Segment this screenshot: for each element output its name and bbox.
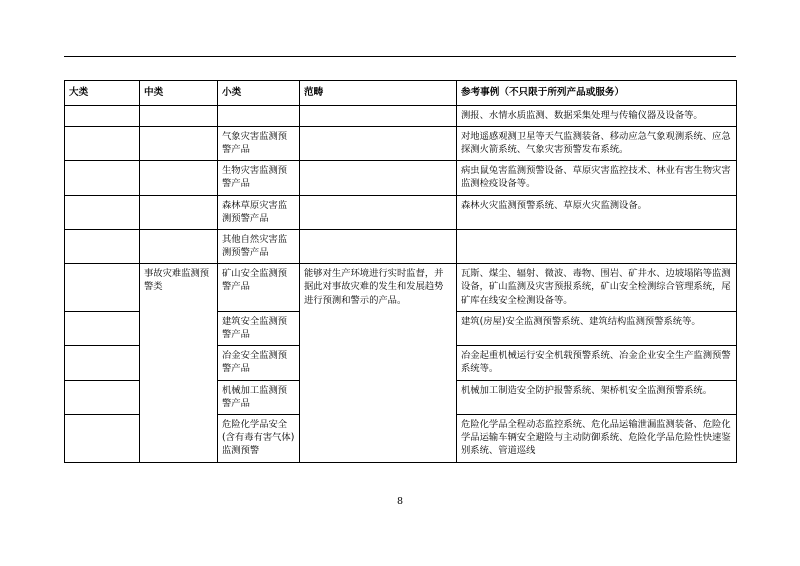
cell-middle-category: [140, 161, 218, 195]
cell-scope: [300, 161, 457, 195]
cell-scope: [300, 105, 457, 126]
table-row: [65, 161, 737, 195]
cell-examples: 冶金起重机械运行安全机载预警系统、冶金企业安全生产监测预警系统等。: [457, 346, 737, 380]
cell-major-category: [65, 161, 140, 195]
cell-major-category: [65, 380, 140, 414]
cell-middle-category: [140, 126, 218, 160]
cell-examples: 机械加工制造安全防护报警系统、架桥机安全监测预警系统。: [457, 380, 737, 414]
cell-examples: 瓦斯、煤尘、辐射、微波、毒物、围岩、矿井水、边坡塌陷等监测设备，矿山监测及灾害预报系统，矿山安全检测综合管理系统，尾矿库在线安全检测设备等。: [457, 264, 737, 312]
column-header-scope: 范畴: [300, 81, 457, 106]
table-header-row: [65, 81, 737, 106]
cell-major-category: [65, 229, 140, 263]
cell-minor-category: 生物灾害监测预警产品: [218, 161, 300, 195]
table-row: [65, 126, 737, 160]
cell-minor-category: 机械加工监测预警产品: [218, 380, 300, 414]
column-header-minor-category: 小类: [218, 81, 300, 106]
classification-table-wrap: [64, 80, 736, 463]
cell-minor-category: 矿山安全监测预警产品: [218, 264, 300, 312]
cell-major-category: [65, 311, 140, 345]
cell-examples: 对地遥感观测卫星等天气监测装备、移动应急气象观测系统、应急探测火箭系统、气象灾害预警发布系统。: [457, 126, 737, 160]
cell-minor-category: 其他自然灾害监测预警产品: [218, 229, 300, 263]
cell-minor-category: 建筑安全监测预警产品: [218, 311, 300, 345]
cell-middle-category: 事故灾难监测预警类: [140, 264, 218, 462]
table-row: [65, 105, 737, 126]
cell-middle-category: [140, 229, 218, 263]
cell-scope: [300, 126, 457, 160]
table-row: [65, 195, 737, 229]
cell-examples: 建筑(房屋)安全监测预警系统、建筑结构监测预警系统等。: [457, 311, 737, 345]
table-row: [65, 264, 737, 312]
cell-scope: [300, 229, 457, 263]
cell-middle-category: [140, 105, 218, 126]
cell-major-category: [65, 414, 140, 462]
page-number: 8: [396, 496, 404, 507]
cell-examples: 危险化学品全程动态监控系统、危化品运输泄漏监测装备、危险化学品运输车辆安全避险与主动防御系统、危险化学品危险性快速鉴别系统、管道巡线: [457, 414, 737, 462]
cell-examples: 森林火灾监测预警系统、草原火灾监测设备。: [457, 195, 737, 229]
header-divider: [64, 56, 736, 57]
cell-examples: [457, 229, 737, 263]
cell-minor-category: 危险化学品安全(含有毒有害气体)监测预警: [218, 414, 300, 462]
cell-minor-category: 气象灾害监测预警产品: [218, 126, 300, 160]
cell-scope: [300, 195, 457, 229]
cell-examples: 病虫鼠兔害监测预警设备、草原灾害监控技术、林业有害生物灾害监测检疫设备等。: [457, 161, 737, 195]
cell-major-category: [65, 264, 140, 312]
cell-minor-category: 冶金安全监测预警产品: [218, 346, 300, 380]
table-row: [65, 229, 737, 263]
cell-major-category: [65, 346, 140, 380]
cell-middle-category: [140, 195, 218, 229]
column-header-major-category: 大类: [65, 81, 140, 106]
classification-table: [64, 80, 737, 463]
column-header-examples: 参考事例（不只限于所列产品或服务）: [457, 81, 737, 106]
cell-major-category: [65, 105, 140, 126]
cell-scope: 能够对生产环境进行实时监督，并据此对事故灾难的发生和发展趋势进行预测和警示的产品。: [300, 264, 457, 462]
cell-major-category: [65, 195, 140, 229]
cell-major-category: [65, 126, 140, 160]
cell-examples: 测报、水情水质监测、数据采集处理与传输仪器及设备等。: [457, 105, 737, 126]
column-header-middle-category: 中类: [140, 81, 218, 106]
cell-minor-category: [218, 105, 300, 126]
cell-minor-category: 森林草原灾害监测预警产品: [218, 195, 300, 229]
